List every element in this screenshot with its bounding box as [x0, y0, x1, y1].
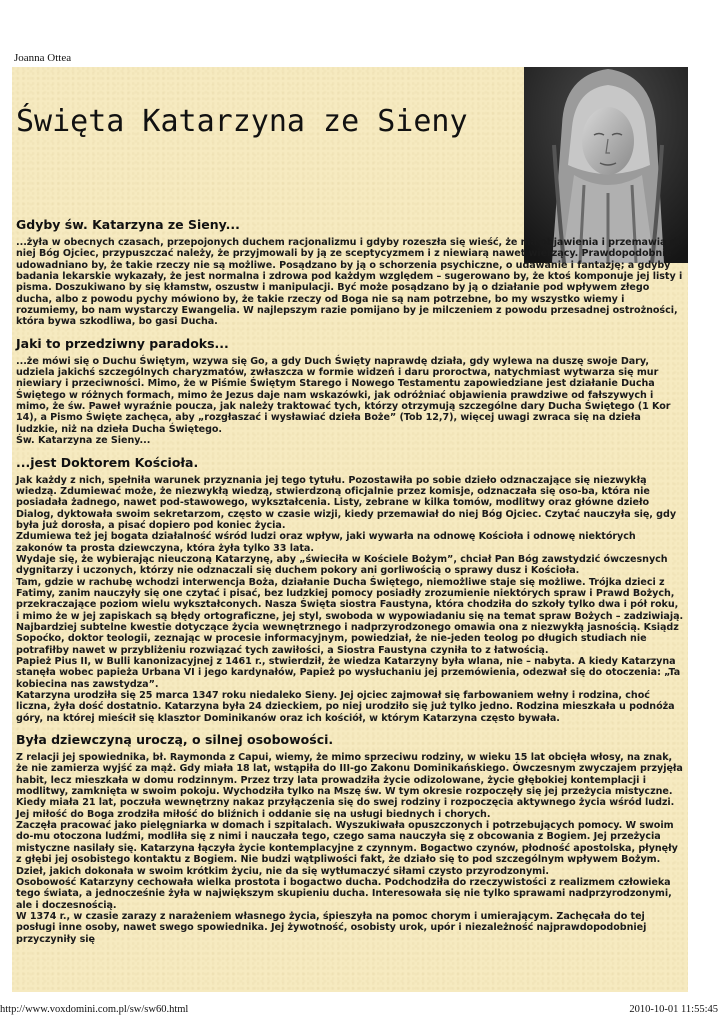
author-name: Joanna Ottea	[14, 52, 72, 64]
page-title: Święta Katarzyna ze Sieny	[16, 104, 468, 139]
section-heading: Była dziewczyną uroczą, o silnej osobowości.	[16, 732, 334, 748]
article-page	[12, 67, 688, 992]
section-text: Z relacji jej spowiednika, bł. Raymonda z Capui, wiemy, że mimo sprzeciwu rodziny, w wieku 15 lat obcięła włosy, na znak, że nie zamierza wyjść za mąż. Gdy miała 18 lat, wstąpiła do III-go Zakonu Dominikańskiego. Ówczesnym zwyczajem przyjęła habit, lecz mieszkała w domu rodzinnym. Przez trzy lata prowadziła życie odizolowane, życie głębokiej kontemplacji i modlitwy, zamknięta w swoim pokoju. Wychodziła tylko na Mszę św. W tym okresie rozpoczęły się jej przeżycia mistyczne. Kiedy miała 21 lat, poczuła wewnętrzny nakaz przyłączenia się do swej rodziny i rozpoczęcia aktywnego życia wśród ludzi. Jej miłość do Boga zrodziła miłość do bliźnich i oddanie się na usługi biednych i chorych. Zaczęła pracować jako pielęgniarka w domach i szpitalach. Wyszukiwała opuszczonych i potrzebujących pomocy. W swoim do-mu otoczona ludźmi, modliła się z nimi i nauczała tego, czego sama nauczyła się z obcowania z Bogiem. Jej przeżycia mistyczne nasilały się. Katarzyna łączyła życie kontemplacyjne z czynnym. Bogactwo czynów, płodność apostolska, płynęły z głębi jej osobistego kontaktu z Bogiem. Nie budzi wątpliwości fakt, że działo się to pod szczególnym wpływem Bożym. Dzieł, jakich dokonała w swoim krótkim życiu, nie da się wytłumaczyć siłami czysto przyrodzonymi. Osobowość Katarzyny cechowała wielka prostota i bogactwo ducha. Podchodziła do rzeczywistości z realizmem człowieka tego świata, a jednocześnie żyła w największym skupieniu ducha. Interesowała się nie tylko sprawami nadprzyrodzonymi, ale i doczesnością. W 1374 r., w czasie zarazy z narażeniem własnego życia, śpieszyła na pomoc chorym i umierającym. Zachęcała do tej posługi inne osoby, nawet swego spowiednika. Jej żywotność, osobisty urok, upór i niezależność najprawdopodobniej przyczyniły się	[16, 752, 683, 945]
print-timestamp: 2010-10-01 11:55:45	[629, 1004, 718, 1015]
section-text: Jak każdy z nich, spełniła warunek przyznania jej tego tytułu. Pozostawiła po sobie dzieło odznaczające się niezwykłą wiedzą. Zdumiewać może, że niezwykłą wiedzą, stwierdzoną oficjalnie przez komisje, odznaczała się oso-ba, która nie posiadała żadnego, nawet pod-stawowego, wykształcenia. Listy, zebrane w kilka tomów, modlitwy oraz główne dzieło Dialog, dyktowała swoim sekretarzom, często w czasie wizji, kiedy przemawiał do niej Bóg Ojciec. Czytać nauczyła się, gdy była już dorosła, a pisać dopiero pod koniec życia. Zdumiewa też jej bogata działalność wśród ludzi oraz wpływ, jaki wywarła na odnowę Kościoła i odnowę niektórych zakonów ta prosta dziewczyna, która żyła tylko 33 lata. Wydaje się, że wybierając nieuczoną Katarzynę, aby „świeciła w Kościele Bożym”, chciał Pan Bóg zawstydzić ówczesnych dygnitarzy i uczonych, którzy nie odznaczali się duchem pokory ani gorliwością o sprawy dusz i Kościoła. Tam, gdzie w rachubę wchodzi interwencja Boża, działanie Ducha Świętego, niemożliwe staje się możliwe. Trójka dzieci z Fatimy, zanim nauczyły się one czytać i pisać, bez ludzkiej pomocy posiadły zrozumienie niektórych spraw i Prawd Bożych, przekraczające poziom wielu wykształconych. Nasza Święta siostra Faustyna, która chodziła do szkoły tylko dwa i pół roku, i mimo że w jej zapiskach są błędy ortograficzne, jej styl, swoboda w wypowiadaniu się na temat spraw Bożych – zadziwiają. Najbardziej subtelne kwestie dotyczące życia wewnętrznego i nadprzyrodzonego omawia ona z niezwykłą jasnością. Ksiądz Sopoćko, doktor teologii, zeznając w procesie informacyjnym, powiedział, że nie-jeden teolog po długich studiach nie potrafiłby nawet w przybliżeniu rozwiązać tych zawiłości, a Siostra Faustyna czyniła to z łatwością. Papież Pius II, w Bulli kanonizacyjnej z 1461 r., stwierdził, że wiedza Katarzyny była wlana, nie – nabyta. A kiedy Katarzyna stanęła wobec papieża Urbana VI i jego kardynałów, Papież po wysłuchaniu jej przemówienia, odezwał się do otoczenia: „Ta kobiecina nas zawstydza”. Katarzyna urodziła się 25 marca 1347 roku niedaleko Sieny. Jej ojciec zajmował się farbowaniem wełny i rodzina, choć liczna, żyła dość dostatnio. Katarzyna była 24 dzieckiem, po niej urodziło się już tylko jedno. Rodzina mieszkała u podnóża góry, na której mieścił się klasztor Dominikanów oraz ich kościół, w którym Katarzyna często bywała.	[16, 474, 684, 724]
section-text: ...że mówi się o Duchu Świętym, wzywa się Go, a gdy Duch Święty naprawdę działa, gdy wylewa na duszę swoje Dary, udziela jakichś szczególnych charyzmatów, zwłaszcza w formie widzeń i daru proroctwa, natychmiast wytwarza się mur niewiary i przeciwności. Mimo, że w Piśmie Świętym Starego i Nowego Testamentu zapowiedziane jest działanie Ducha Świętego w różnych formach, mimo że Jezus daje nam wskazówki, jak odróżniać objawienia prawdziwe od fałszywych i mimo, że św. Paweł wyraźnie poucza, jak należy traktować tych, którzy otrzymują szczególne dary Ducha Świętego (1 Kor 14), a Pismo Święte zachęca, aby „rozgłaszać i wysławiać dzieła Boże” (Tob 12,7), więcej uwagi zwraca się na dzieła ludzkie, niż na dzieła Ducha Świętego. Św. Katarzyna ze Sieny...	[16, 355, 671, 447]
article-body	[16, 217, 684, 953]
source-url: http://www.voxdomini.com.pl/sw/sw60.html	[0, 1004, 189, 1015]
section-heading: ...jest Doktorem Kościoła.	[16, 454, 199, 470]
section-text: ...żyła w obecnych czasach, przepojonych duchem racjonalizmu i gdyby rozeszła się wieść, że ma objawienia i przemawia do niej Bóg Ojciec, przypuszczać należy, że przyjmowali by ją ze sceptycyzmem i z niewiarą nawet wierzący. Prawdopodobnie udowadniano by, że takie rzeczy nie są możliwe. Posądzano by ją o schorzenia psychiczne, o udawanie i fantazję; a gdyby badania lekarskie wykazały, że jest normalna i zdrowa pod każdym względem – sugerowano by, że ktoś komponuje jej listy i pisma. Doszukiwano by się kłamstw, oszustw i manipulacji. Być może posądzano by ją o działanie pod wpływem złego ducha, albo z powodu pychy mówiono by, że takie rzeczy od Boga nie są nam potrzebne, bo my wszystko wiemy i rozumiemy, bo nam wystarczy Ewangelia. W najlepszym razie pomijano by je milczeniem z powodu przesadnej ostrożności, która bywa szkodliwa, bo gasi Ducha.	[16, 237, 684, 328]
section-heading: Jaki to przedziwny paradoks...	[16, 335, 229, 351]
section-heading: Gdyby św. Katarzyna ze Sieny...	[16, 217, 240, 232]
